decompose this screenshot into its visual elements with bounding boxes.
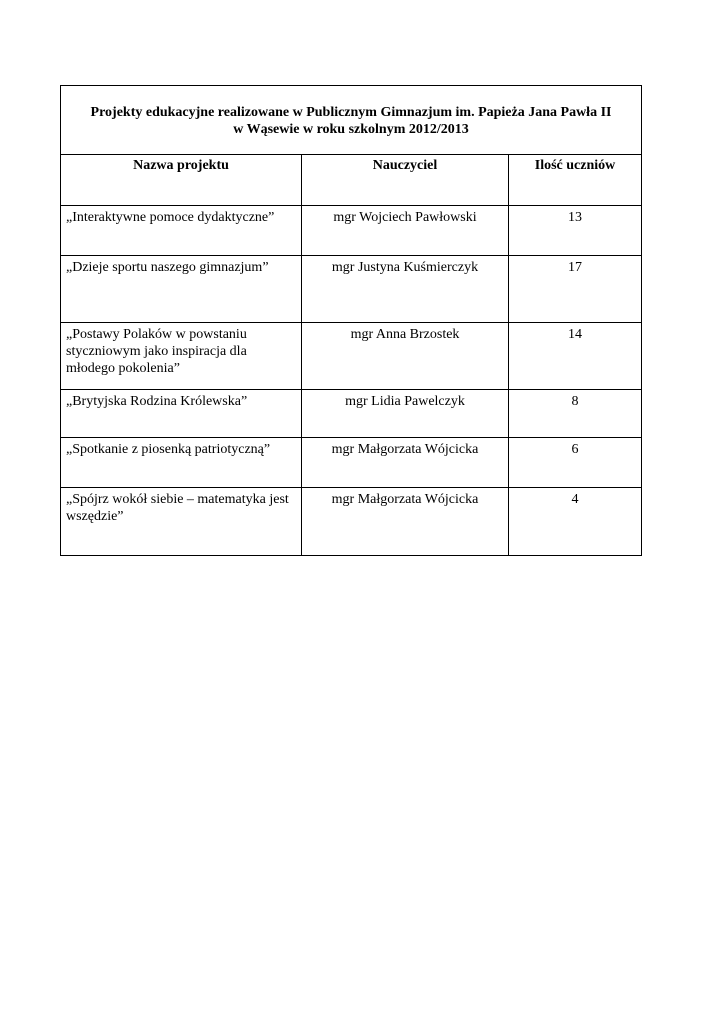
table-row — [61, 488, 642, 556]
teacher-cell: mgr Lidia Pawelczyk — [302, 390, 509, 438]
table-header-row — [61, 155, 642, 206]
table-row — [61, 206, 642, 256]
project-name-cell: „Postawy Polaków w powstaniu styczniowym jako inspiracja dla młodego pokolenia” — [61, 323, 302, 390]
project-name-cell: „Dzieje sportu naszego gimnazjum” — [61, 256, 302, 323]
project-name-cell: „Interaktywne pomoce dydaktyczne” — [61, 206, 302, 256]
project-name-cell: „Spójrz wokół siebie – matematyka jest wszędzie” — [61, 488, 302, 556]
table-row — [61, 390, 642, 438]
student-count-cell: 8 — [509, 390, 642, 438]
student-count-cell: 4 — [509, 488, 642, 556]
table-title-cell — [61, 86, 642, 155]
table-title-row — [61, 86, 642, 155]
table-row — [61, 438, 642, 488]
table-row — [61, 323, 642, 390]
projects-table — [60, 85, 642, 556]
teacher-cell: mgr Wojciech Pawłowski — [302, 206, 509, 256]
student-count-cell: 6 — [509, 438, 642, 488]
teacher-cell: mgr Małgorzata Wójcicka — [302, 488, 509, 556]
header-teacher: Nauczyciel — [302, 155, 509, 206]
project-name-cell: „Brytyjska Rodzina Królewska” — [61, 390, 302, 438]
table-title-line-2: w Wąsewie w roku szkolnym 2012/2013 — [233, 122, 469, 137]
header-student-count: Ilość uczniów — [509, 155, 642, 206]
project-name-cell: „Spotkanie z piosenką patriotyczną” — [61, 438, 302, 488]
header-project-name: Nazwa projektu — [61, 155, 302, 206]
table-row — [61, 256, 642, 323]
teacher-cell: mgr Justyna Kuśmierczyk — [302, 256, 509, 323]
student-count-cell: 13 — [509, 206, 642, 256]
teacher-cell: mgr Małgorzata Wójcicka — [302, 438, 509, 488]
student-count-cell: 14 — [509, 323, 642, 390]
table-title-line-1: Projekty edukacyjne realizowane w Publicznym Gimnazjum im. Papieża Jana Pawła II — [90, 105, 612, 120]
teacher-cell: mgr Anna Brzostek — [302, 323, 509, 390]
student-count-cell: 17 — [509, 256, 642, 323]
